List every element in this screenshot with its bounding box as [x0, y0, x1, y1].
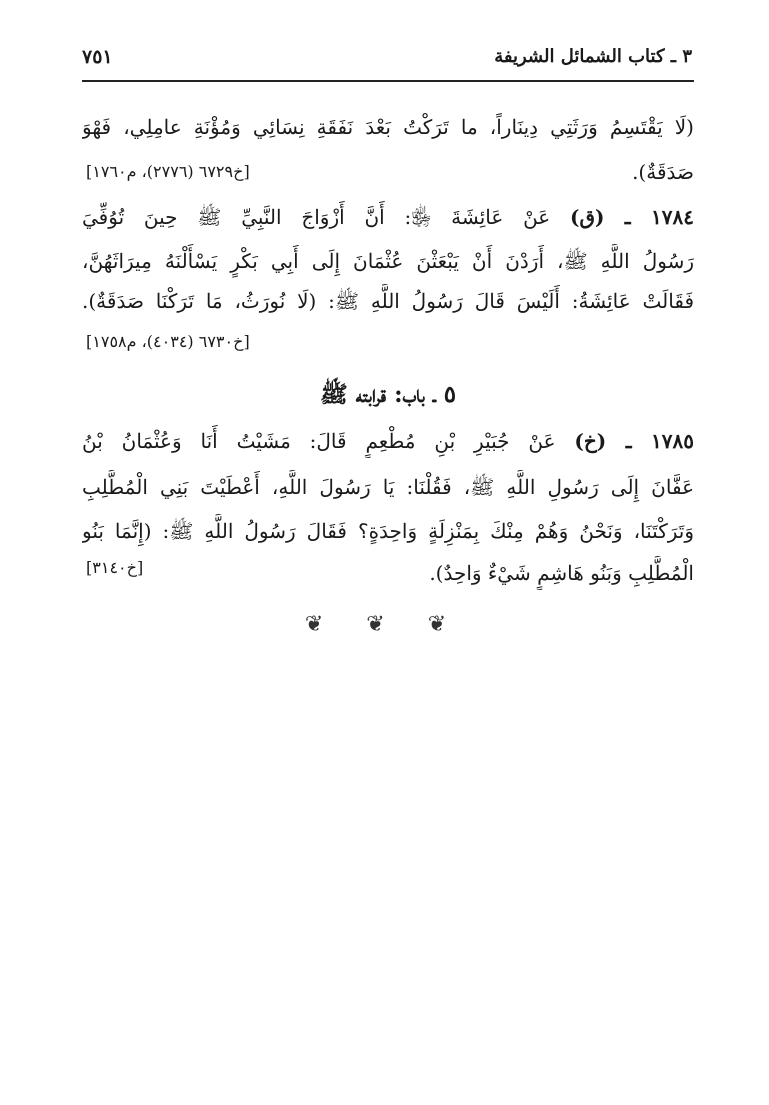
hadith-1785-line-2: عَفَّانَ إِلَى رَسُولِ اللَّهِ ﷺ، فَقُلْنَا: يَا رَسُولَ اللَّهِ، أَعْطَيْتَ بَنِي الْمُطَّلِبِ	[82, 475, 694, 499]
section-end-ornament: ❦ ❦ ❦	[304, 612, 465, 637]
hadith-1785-line-3: وَتَرَكْتَنَا، وَنَحْنُ وَهُمْ مِنْكَ بِمَنْزِلَةٍ وَاحِدَةٍ؟ فَقَالَ رَسُولُ اللَّهِ ﷺ: (إِنَّمَا بَنُو	[82, 519, 694, 543]
hadith-1785-text-1: عَنْ جُبَيْرِ بْنِ مُطْعِمٍ قَالَ: مَشَيْتُ أَنَا وَعُثْمَانُ بْنُ	[82, 429, 556, 453]
hadith-1785-reference: [خ٣١٤٠]	[86, 558, 144, 577]
header-divider	[82, 80, 694, 82]
hadith-1785-line-1	[82, 424, 694, 458]
hadith-1784-line-3: فَقَالَتْ عَائِشَةُ: أَلَيْسَ قَالَ رَسُولُ اللَّهِ ﷺ: (لَا نُورَثُ، مَا تَرَكْنَا صَدَقَةٌ).	[82, 289, 694, 313]
hadith-1784-number: ١٧٨٤ ـ (ق)	[570, 205, 694, 229]
hadith-1784-line-2: رَسُولُ اللَّهِ ﷺ، أَرَدْنَ أَنْ يَبْعَثْنَ عُثْمَانَ إِلَى أَبِي بَكْرٍ يَسْأَلْنَهُ مِيرَاثَهُنَّ،	[82, 249, 694, 273]
prev-hadith-line-1: (لَا يَقْتَسِمُ وَرَثَتِي دِينَاراً، ما تَرَكْتُ بَعْدَ نَفَقَةِ نِسَائِي وَمُؤْنَةِ عامِلِي، فَهْوَ	[82, 115, 694, 139]
prev-hadith-line-2: صَدَقَةٌ).	[632, 160, 694, 184]
running-title: ٣ ـ كتاب الشمائل الشريفة	[494, 46, 692, 67]
hadith-1785-number: ١٧٨٥ ـ (خ)	[574, 429, 694, 453]
page-number: ٧٥١	[82, 46, 113, 68]
hadith-1784-text-1: عَنْ عَائِشَةَ ﵂: أَنَّ أَزْوَاجَ النَّبِيِّ ﷺ حِينَ تُوُفِّيَ	[82, 205, 551, 229]
chapter-heading: ٥ ـ باب: قرابته ﷺ	[319, 381, 457, 408]
hadith-1784-line-1	[82, 200, 694, 234]
hadith-1785-line-4: الْمُطَّلِبِ وَبَنُو هَاشِمٍ شَيْءٌ وَاحِدٌ).	[429, 561, 694, 585]
prev-hadith-reference: [خ٦٧٢٩ (٢٧٧٦)، م١٧٦٠]	[86, 162, 250, 181]
page-header	[82, 44, 692, 84]
hadith-1784-reference: [خ٦٧٣٠ (٤٠٣٤)، م١٧٥٨]	[86, 332, 250, 351]
